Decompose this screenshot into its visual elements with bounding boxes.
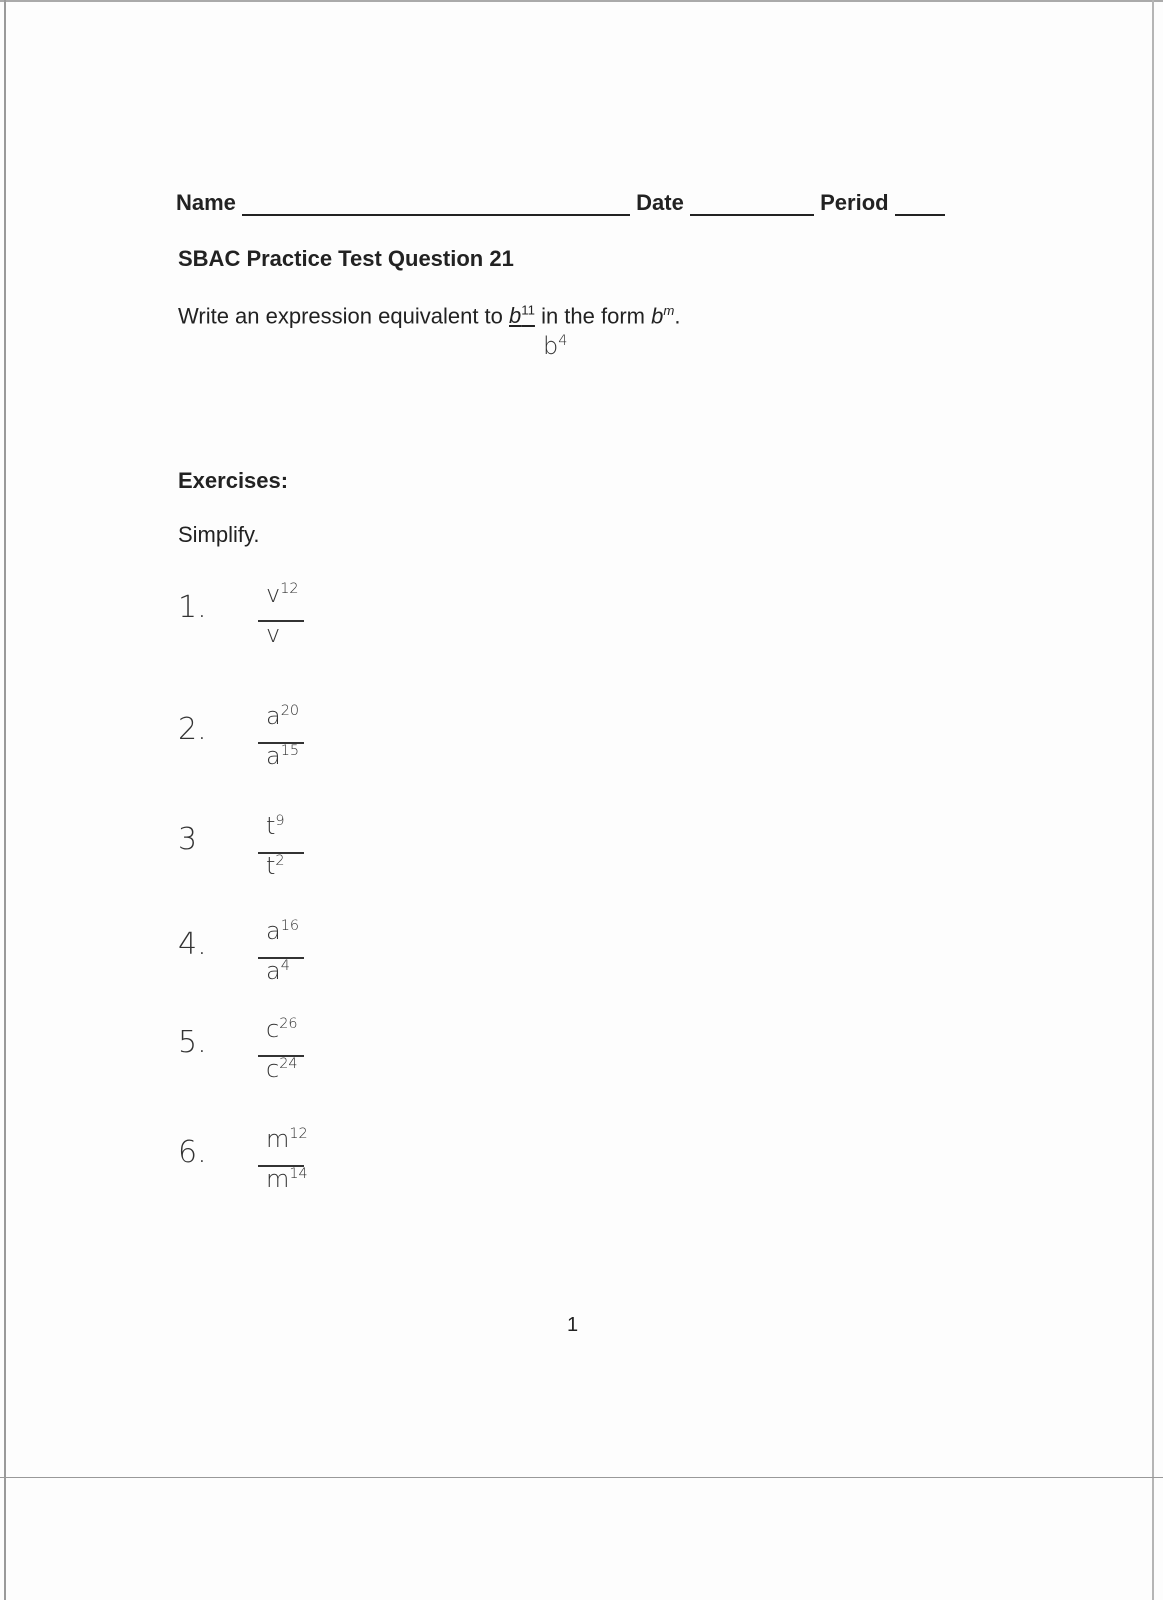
numerator-base: t xyxy=(266,812,276,840)
numerator-base: v xyxy=(266,580,281,608)
numerator xyxy=(266,1125,308,1153)
date-blank[interactable] xyxy=(690,194,814,216)
numerator xyxy=(266,1015,298,1043)
numerator-exp: 9 xyxy=(275,813,285,829)
handwritten-denominator xyxy=(543,332,567,360)
numerator-exp: 11 xyxy=(521,303,535,318)
name-field xyxy=(176,190,945,216)
question-prompt xyxy=(178,303,680,329)
scan-edge-left xyxy=(4,0,6,1600)
denominator-base: t xyxy=(266,852,276,880)
fraction-numerator xyxy=(509,303,535,328)
numerator-base: m xyxy=(266,1125,290,1153)
numerator xyxy=(266,917,299,945)
denominator-exp: 15 xyxy=(280,743,300,759)
denominator-base: m xyxy=(266,1165,290,1193)
name-blank[interactable] xyxy=(242,194,630,216)
page-number: 1 xyxy=(567,1314,579,1336)
denominator-exp: 4 xyxy=(280,958,290,974)
denominator-base: c xyxy=(266,1055,280,1083)
numerator-base: c xyxy=(266,1015,280,1043)
numerator-exp: 16 xyxy=(280,918,300,934)
prompt-text: Write an expression equivalent to xyxy=(178,303,509,329)
exercise-fraction xyxy=(258,702,318,782)
exercise-number: 5. xyxy=(178,1025,207,1060)
form-exp: m xyxy=(663,303,675,318)
exercise-fraction xyxy=(258,580,318,660)
exercises-heading: Exercises: xyxy=(178,468,289,493)
denominator-exp: 2 xyxy=(275,853,285,869)
denominator-base: a xyxy=(266,957,281,985)
period-label: Period xyxy=(820,190,889,215)
numerator xyxy=(266,702,299,730)
denominator-exp: 4 xyxy=(558,333,568,349)
exercise-fraction xyxy=(258,1125,318,1205)
denominator xyxy=(266,1055,298,1083)
denominator xyxy=(266,1165,308,1193)
exercise-number: 2. xyxy=(178,712,207,747)
numerator-base: a xyxy=(266,702,281,730)
denominator xyxy=(266,620,280,648)
numerator xyxy=(266,580,299,608)
exercise-fraction xyxy=(258,812,318,892)
date-label: Date xyxy=(636,190,684,215)
exercise-number: 1. xyxy=(178,590,207,625)
form-base: b xyxy=(651,303,664,329)
exercise-fraction xyxy=(258,917,318,997)
denominator-base: b xyxy=(543,332,559,360)
numerator-exp: 12 xyxy=(289,1126,308,1142)
scan-edge-bottom xyxy=(0,1477,1163,1478)
denominator-exp: 24 xyxy=(279,1056,298,1072)
exercise-number: 3 xyxy=(178,822,198,857)
numerator-base: b xyxy=(509,303,522,329)
numerator-exp: 26 xyxy=(279,1016,298,1032)
prompt-text-2: in the form xyxy=(534,303,652,329)
exercises-instruction: Simplify. xyxy=(178,522,260,547)
numerator-base: a xyxy=(266,917,281,945)
exercise-number: 4. xyxy=(178,927,207,962)
prompt-end: . xyxy=(674,303,681,329)
period-blank[interactable] xyxy=(895,194,945,216)
denominator-base: a xyxy=(266,742,281,770)
question-title: SBAC Practice Test Question 21 xyxy=(178,246,514,271)
name-label: Name xyxy=(176,190,236,215)
scan-edge-right xyxy=(1152,0,1154,1600)
denominator-exp: 14 xyxy=(289,1166,308,1182)
fraction-bar xyxy=(258,620,304,622)
denominator xyxy=(266,957,290,985)
exercise-number: 6. xyxy=(178,1135,207,1170)
scan-edge-top xyxy=(0,0,1163,2)
numerator xyxy=(266,812,285,840)
denominator xyxy=(266,852,285,880)
denominator xyxy=(266,742,299,770)
numerator-exp: 20 xyxy=(280,703,300,719)
denominator-base: v xyxy=(266,620,281,648)
exercise-fraction xyxy=(258,1015,318,1095)
numerator-exp: 12 xyxy=(280,581,299,597)
